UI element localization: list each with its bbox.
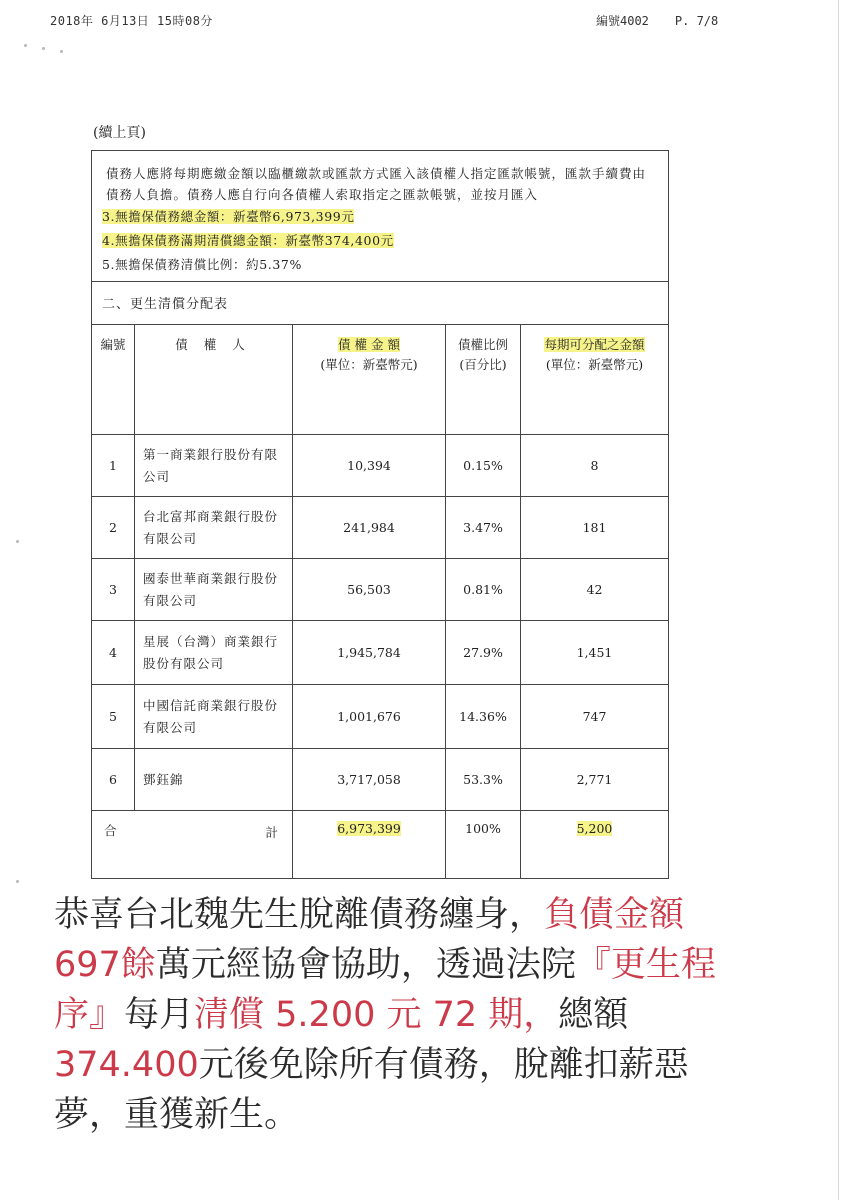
congrats-monthly-payment: 清償 5.200 元 72 期， <box>194 995 559 1035</box>
total-amount: 6,973,399 <box>337 821 401 836</box>
scan-speck <box>16 880 19 883</box>
section-title: 二、更生清償分配表 <box>102 297 229 312</box>
row-ratio: 27.9% <box>446 621 521 685</box>
table-row <box>92 685 669 749</box>
row-creditor: 鄧鈺錦 <box>135 749 293 811</box>
row-no: 2 <box>92 497 135 559</box>
header-payment-text: 每期可分配之金額 <box>544 337 645 352</box>
row-ratio: 0.81% <box>446 559 521 621</box>
row-creditor: 第一商業銀行股份有限公司 <box>135 435 293 497</box>
header-amount <box>293 325 446 435</box>
row-amount: 1,001,676 <box>293 685 446 749</box>
total-label-cell <box>92 811 293 879</box>
row-payment: 747 <box>521 685 669 749</box>
row-creditor: 中國信託商業銀行股份有限公司 <box>135 685 293 749</box>
table-row <box>92 749 669 811</box>
row-ratio: 53.3% <box>446 749 521 811</box>
row-no: 3 <box>92 559 135 621</box>
table-row <box>92 497 669 559</box>
row-ratio: 0.15% <box>446 435 521 497</box>
terms-item-3-text: 3.無擔保債務總金額：新臺幣6,973,399元 <box>102 209 355 224</box>
row-no: 4 <box>92 621 135 685</box>
header-no: 編號 <box>92 325 135 435</box>
row-creditor: 國泰世華商業銀行股份有限公司 <box>135 559 293 621</box>
total-label-a: 合 <box>104 823 117 838</box>
header-amount-unit: (單位：新臺幣元) <box>320 357 418 372</box>
fax-info <box>596 12 744 29</box>
row-amount: 3,717,058 <box>293 749 446 811</box>
table-row <box>92 435 669 497</box>
row-ratio: 3.47% <box>446 497 521 559</box>
row-payment: 1,451 <box>521 621 669 685</box>
terms-item-3 <box>102 207 354 225</box>
congrats-text-3: 每月 <box>124 995 195 1035</box>
header-creditor <box>135 325 293 435</box>
total-ratio: 100% <box>446 811 521 879</box>
scan-speck <box>16 540 19 543</box>
congrats-text-1: 恭喜台北魏先生脫離債務纏身， <box>54 895 545 935</box>
total-payment-cell <box>521 811 669 879</box>
congrats-total: 374.400 <box>54 1045 199 1085</box>
row-amount: 56,503 <box>293 559 446 621</box>
row-creditor: 星展（台灣）商業銀行股份有限公司 <box>135 621 293 685</box>
continued-label: (續上頁) <box>93 125 146 141</box>
fax-page: P. 7/8 <box>674 14 719 28</box>
congrats-text-2: 萬元經協會協助，透過法院 <box>155 945 576 985</box>
table-row <box>92 621 669 685</box>
congrats-procedure: 『更生程序』 <box>54 945 716 1035</box>
scan-speck <box>42 47 45 50</box>
congrats-overlay <box>42 884 748 1138</box>
congrats-text-4: 總額 <box>558 995 629 1035</box>
header-payment <box>521 325 669 435</box>
congrats-debt-amount: 負債金額697餘 <box>54 895 685 985</box>
row-amount: 10,394 <box>293 435 446 497</box>
row-payment: 8 <box>521 435 669 497</box>
terms-item-4-text: 4.無擔保債務滿期清償總金額：新臺幣374,400元 <box>102 233 394 248</box>
header-creditor-text: 債 權 人 <box>175 337 251 352</box>
row-creditor: 台北富邦商業銀行股份有限公司 <box>135 497 293 559</box>
row-payment: 2,771 <box>521 749 669 811</box>
scan-speck <box>60 50 63 53</box>
total-label-b: 計 <box>265 825 278 840</box>
fax-number: 編號4002 <box>596 14 649 28</box>
distribution-table <box>91 324 669 879</box>
total-amount-cell <box>293 811 446 879</box>
page-edge <box>838 0 839 1200</box>
table-total-row <box>92 811 669 879</box>
fax-datetime: 2018年 6月13日 15時08分 <box>50 14 213 28</box>
terms-item-4 <box>102 231 394 249</box>
header-payment-unit: (單位：新臺幣元) <box>545 357 644 372</box>
row-no: 1 <box>92 435 135 497</box>
section-title-row <box>91 282 669 324</box>
row-no: 5 <box>92 685 135 749</box>
row-amount: 241,984 <box>293 497 446 559</box>
congrats-text-5: 元後免除所有債務，脫離扣薪惡夢，重獲新生。 <box>54 1045 689 1135</box>
total-payment: 5,200 <box>576 821 613 836</box>
table-header-row <box>92 325 669 435</box>
row-payment: 181 <box>521 497 669 559</box>
table-row <box>92 559 669 621</box>
scan-speck <box>24 44 27 47</box>
terms-item-5: 5.無擔保債務清償比例：約5.37% <box>102 257 302 272</box>
row-no: 6 <box>92 749 135 811</box>
header-ratio: 債權比例(百分比) <box>446 325 521 435</box>
row-amount: 1,945,784 <box>293 621 446 685</box>
row-payment: 42 <box>521 559 669 621</box>
row-ratio: 14.36% <box>446 685 521 749</box>
header-amount-text: 債 權 金 額 <box>338 337 400 352</box>
terms-paragraph: 債務人應將每期應繳金額以臨櫃繳款或匯款方式匯入該債權人指定匯款帳號，匯款手續費由債務人負擔。債務人應自行向各債權人索取指定之匯款帳號，並按月匯入 <box>106 166 647 202</box>
terms-box <box>91 150 669 282</box>
